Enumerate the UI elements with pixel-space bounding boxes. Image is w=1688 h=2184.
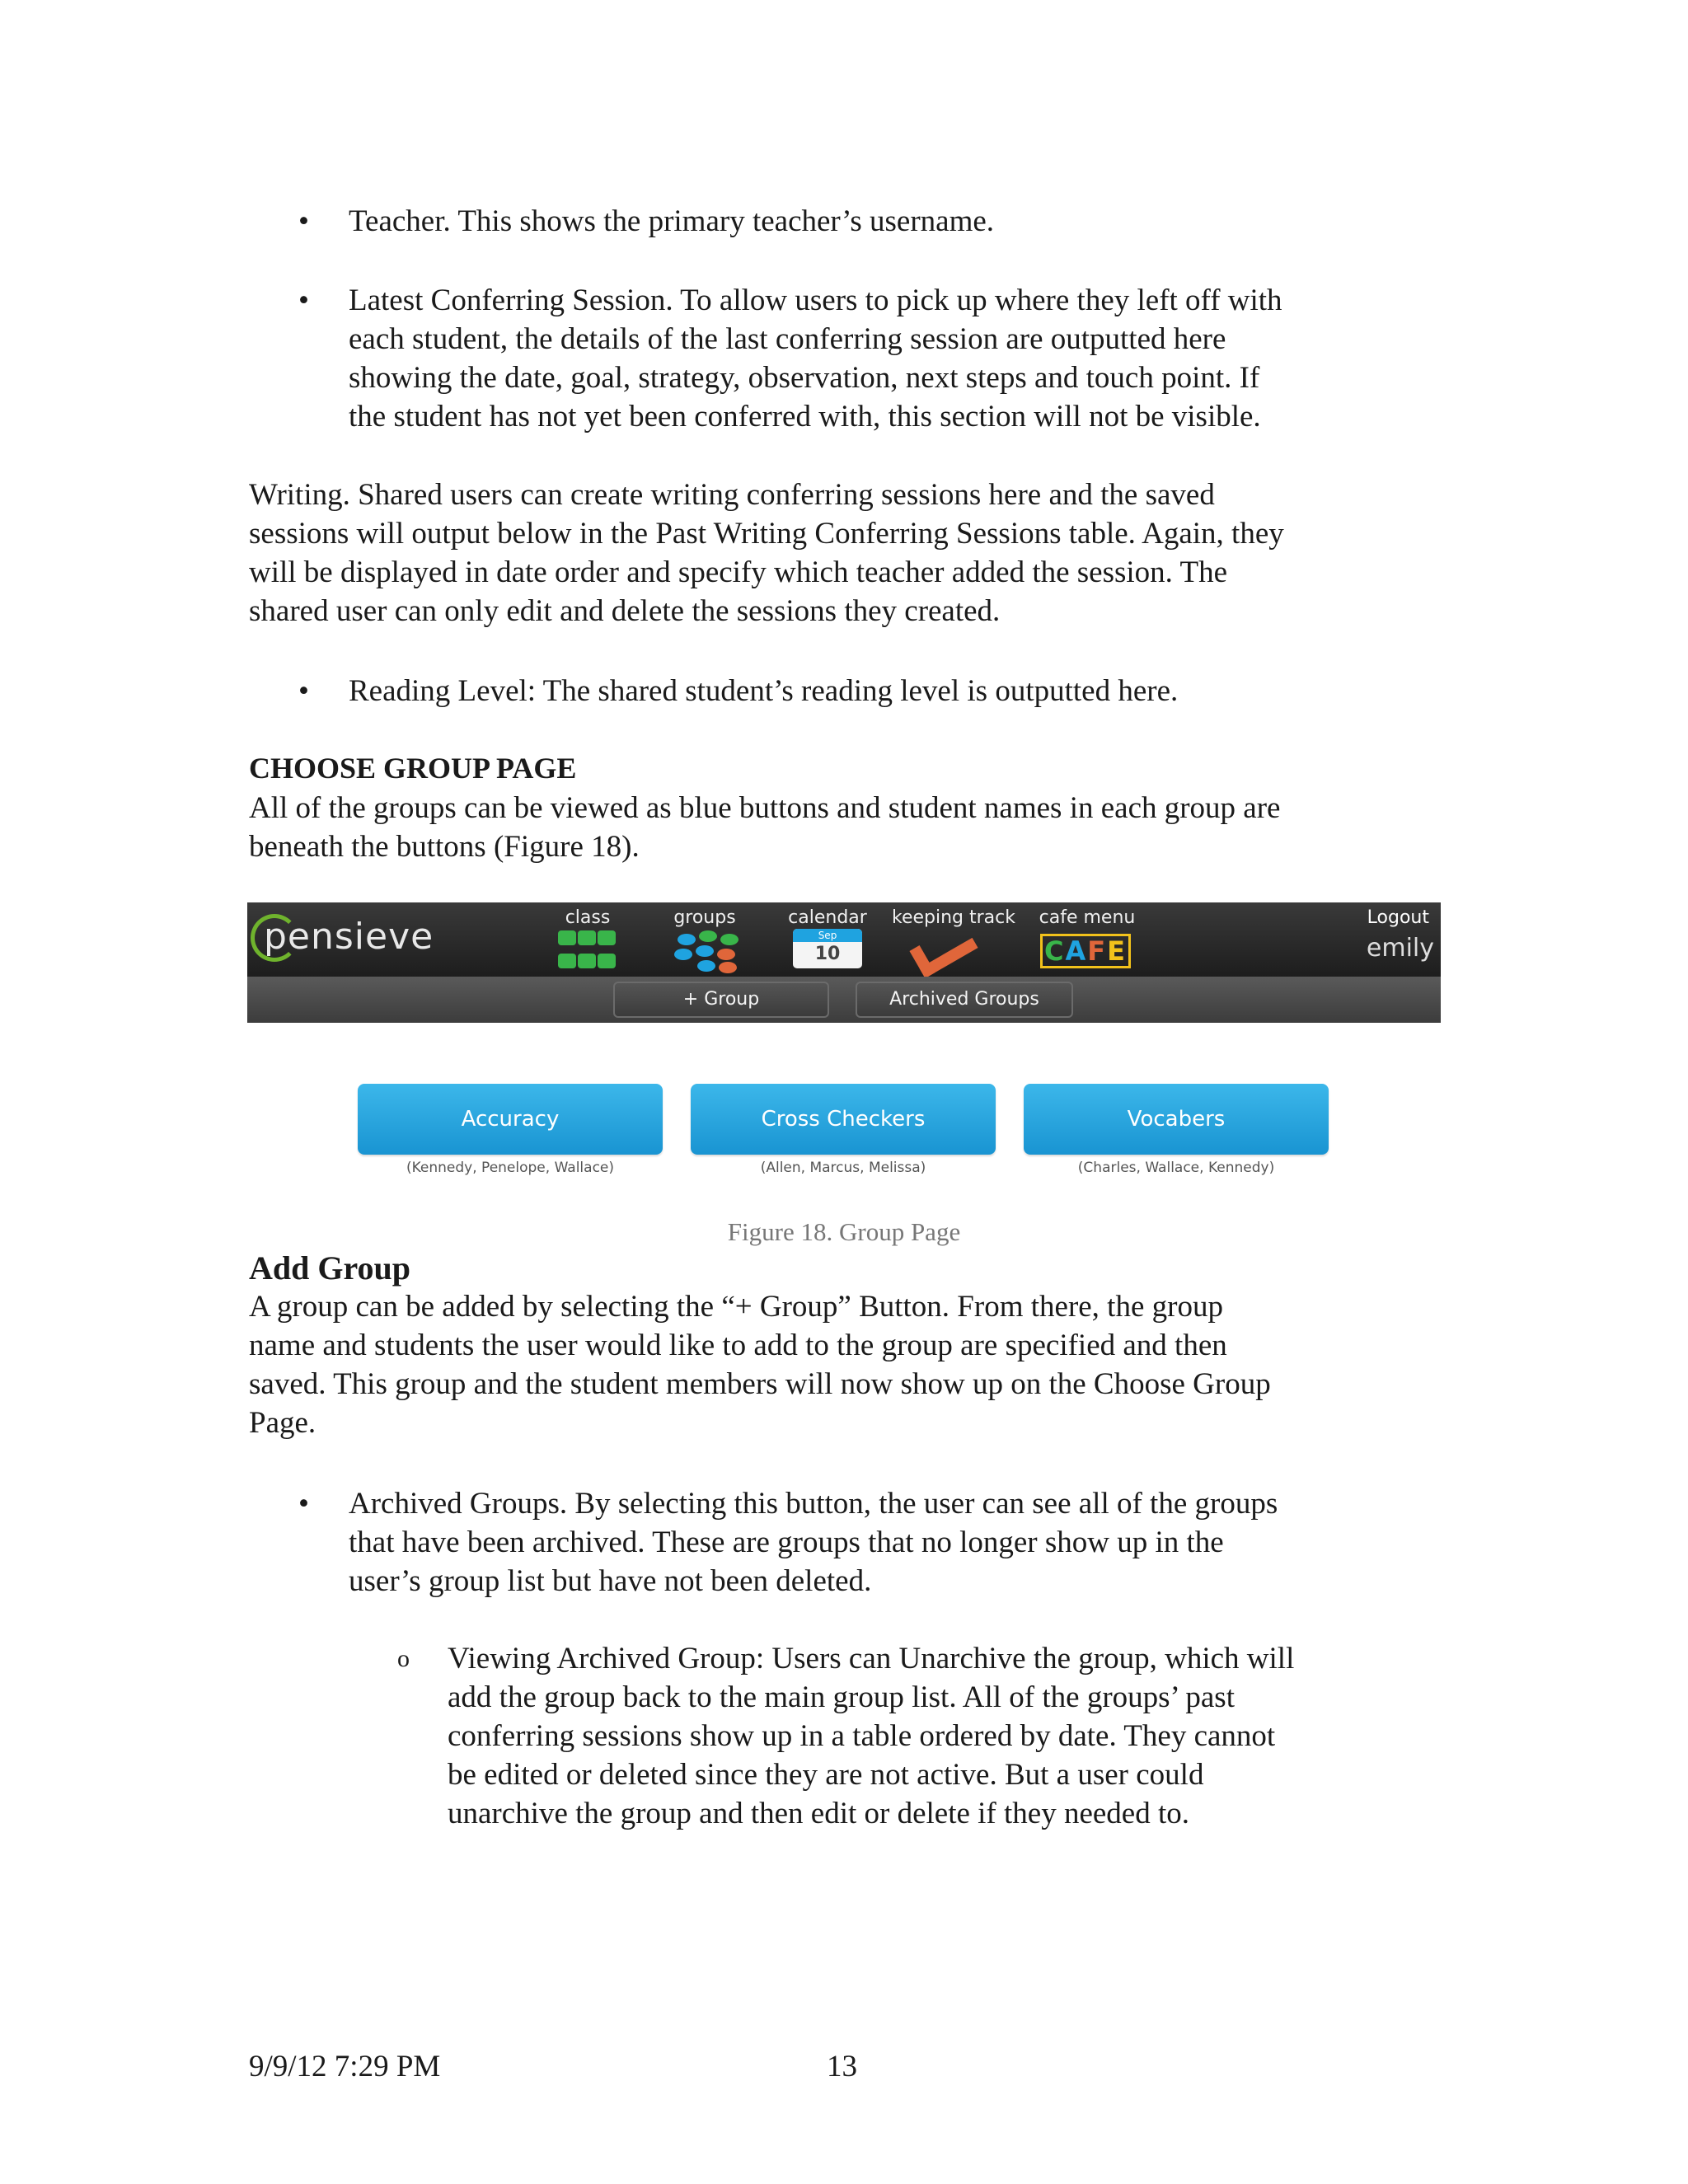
groups-list <box>247 1023 1441 1196</box>
bullet-dot: • <box>298 674 309 708</box>
logout-link[interactable]: Logout <box>1367 907 1429 928</box>
nav-groups-label: groups <box>673 907 736 928</box>
text-line: conferring sessions show up in a table ordered by date. They cannot <box>448 1719 1276 1753</box>
text-line: beneath the buttons (Figure 18). <box>249 830 640 864</box>
choose-group-heading: CHOOSE GROUP PAGE <box>249 752 577 785</box>
calendar-month: Sep <box>793 929 862 942</box>
add-group-paragraph <box>249 1287 1452 1442</box>
choose-group-paragraph <box>249 789 1452 866</box>
group-button-cross-checkers[interactable]: Cross Checkers <box>691 1084 996 1155</box>
nav-class-label: class <box>565 907 611 928</box>
group-button-vocabers[interactable]: Vocabers <box>1024 1084 1329 1155</box>
text-line: showing the date, goal, strategy, observation, next steps and touch point. If <box>349 361 1260 395</box>
bullet-dot: • <box>298 1487 309 1521</box>
text-line: Archived Groups. By selecting this button, the user can see all of the groups <box>349 1487 1278 1521</box>
group-page-figure <box>247 902 1441 1196</box>
bullet-teacher-text: Teacher. This shows the primary teacher’s username. <box>349 204 995 238</box>
app-navbar <box>247 902 1441 977</box>
pensieve-logo-text[interactable]: pensieve <box>264 916 434 958</box>
text-line: be edited or deleted since they are not active. But a user could <box>448 1758 1204 1792</box>
group-members: (Kennedy, Penelope, Wallace) <box>406 1160 615 1176</box>
text-line: each student, the details of the last conferring session are outputted here <box>349 322 1226 356</box>
text-line: add the group back to the main group list. All of the groups’ past <box>448 1680 1235 1714</box>
class-grid-icon <box>556 930 618 977</box>
bullet-dot: • <box>298 204 309 238</box>
checkmark-icon <box>909 921 978 978</box>
archived-groups-button[interactable]: Archived Groups <box>856 982 1073 1018</box>
nav-calendar[interactable] <box>786 902 869 977</box>
nav-cafe-menu[interactable] <box>1039 902 1136 977</box>
nav-keeping-track-label: keeping track <box>892 907 1015 928</box>
text-line: user’s group list but have not been deleted. <box>349 1564 872 1598</box>
add-group-button[interactable]: + Group <box>613 982 829 1018</box>
nav-calendar-label: calendar <box>788 907 867 928</box>
text-line: All of the groups can be viewed as blue buttons and student names in each group are <box>249 791 1281 825</box>
subbullet-viewing-archived-text <box>448 1639 1445 1833</box>
text-line: A group can be added by selecting the “+ Group” Button. From there, the group <box>249 1290 1223 1324</box>
app-subnav <box>247 977 1441 1023</box>
nav-keeping-track[interactable] <box>892 902 1015 977</box>
cafe-icon: CAFE <box>1040 934 1131 968</box>
text-line: will be displayed in date order and specify which teacher added the session. The <box>249 555 1228 589</box>
text-line: sessions will output below in the Past Writing Conferring Sessions table. Again, they <box>249 517 1284 551</box>
text-line: name and students the user would like to add to the group are specified and then <box>249 1329 1227 1362</box>
bullet-archived-groups <box>249 1484 1452 1601</box>
nav-groups[interactable] <box>659 902 750 977</box>
bullet-latest-conferring-text <box>349 281 1445 436</box>
text-line: Viewing Archived Group: Users can Unarchive the group, which will <box>448 1642 1295 1675</box>
text-line: Writing. Shared users can create writing conferring sessions here and the saved <box>249 478 1215 512</box>
subbullet-circle: o <box>397 1645 410 1672</box>
bullet-latest-conferring <box>249 281 1452 436</box>
figure-caption: Figure 18. Group Page <box>727 1217 961 1246</box>
text-line: Latest Conferring Session. To allow users to pick up where they left off with <box>349 284 1282 317</box>
subbullet-viewing-archived <box>249 1639 1452 1833</box>
text-line: that have been archived. These are groups that no longer show up in the <box>349 1526 1224 1559</box>
text-line: shared user can only edit and delete the sessions they created. <box>249 594 1001 628</box>
group-members: (Allen, Marcus, Melissa) <box>760 1160 926 1176</box>
group-button-accuracy[interactable]: Accuracy <box>358 1084 663 1155</box>
nav-cafe-menu-label: cafe menu <box>1039 907 1136 928</box>
nav-class[interactable] <box>551 902 625 977</box>
add-group-heading: Add Group <box>249 1249 411 1286</box>
text-line: the student has not yet been conferred with, this section will not be visible. <box>349 400 1261 434</box>
bullet-dot: • <box>298 284 309 317</box>
writing-paragraph <box>249 476 1452 630</box>
bullet-archived-groups-text <box>349 1484 1445 1601</box>
calendar-day: 10 <box>814 944 841 964</box>
username-label: emily <box>1366 934 1434 963</box>
text-line: Page. <box>249 1406 316 1440</box>
bullet-reading-level-text: Reading Level: The shared student’s reading level is outputted here. <box>349 674 1179 708</box>
calendar-icon <box>793 929 862 968</box>
footer-page-number: 13 <box>827 2050 857 2083</box>
text-line: unarchive the group and then edit or delete if they needed to. <box>448 1797 1189 1830</box>
group-members: (Charles, Wallace, Kennedy) <box>1077 1160 1275 1176</box>
text-line: saved. This group and the student members will now show up on the Choose Group <box>249 1367 1271 1401</box>
footer-timestamp: 9/9/12 7:29 PM <box>249 2050 441 2083</box>
